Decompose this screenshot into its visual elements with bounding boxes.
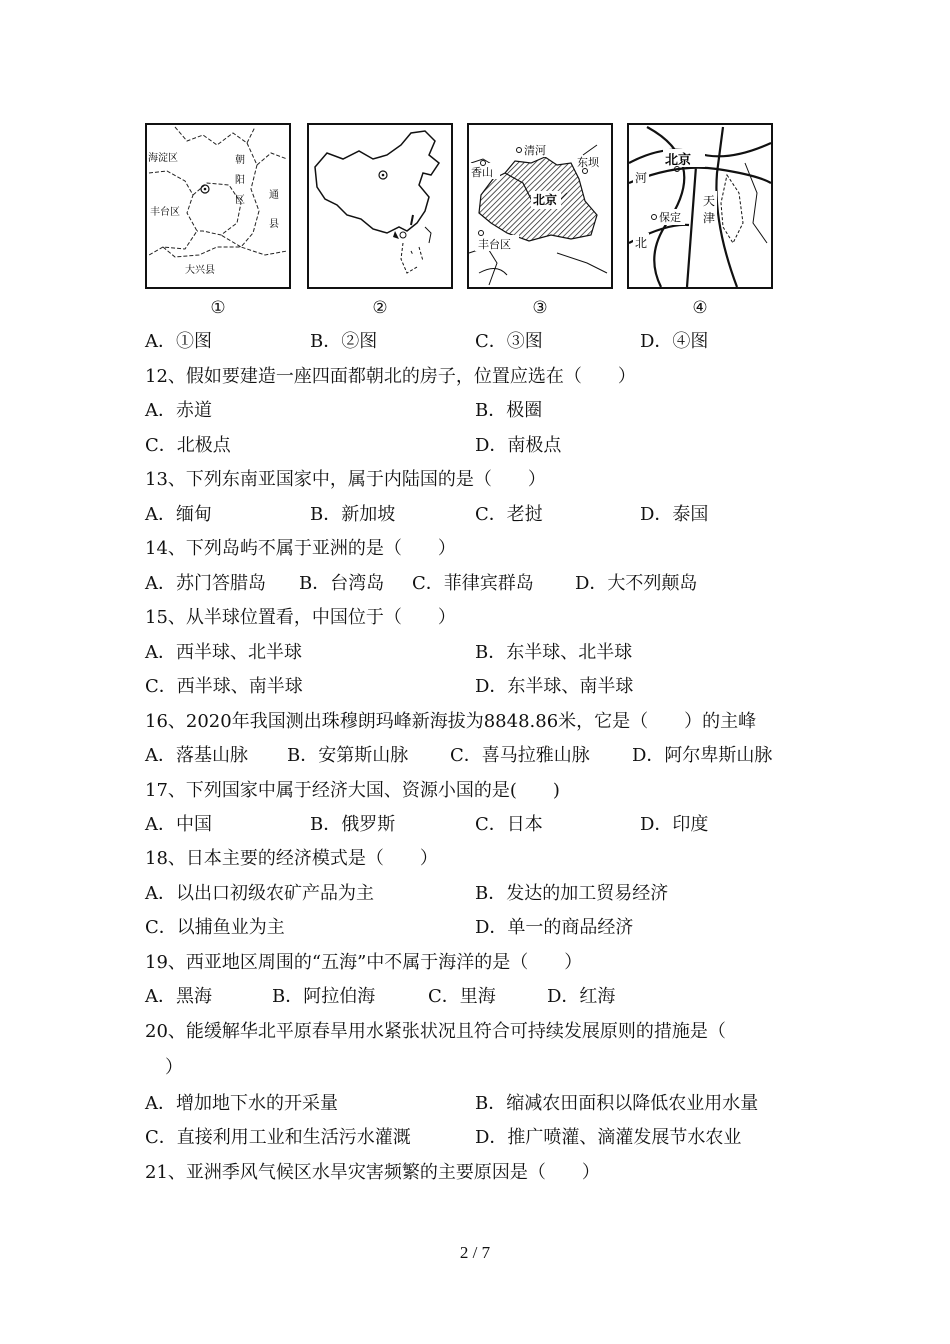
q13-option-c[interactable]: C．老挝 [475,504,543,525]
q17-option-b[interactable]: B．俄罗斯 [310,814,396,835]
map1-label-haidian: 海淀区 [148,153,178,164]
q11-option-c[interactable]: C．③图 [475,331,543,352]
q20-option-a[interactable]: A．增加地下水的开采量 [145,1093,338,1114]
q19-option-c[interactable]: C．里海 [428,986,496,1007]
q20-option-b[interactable]: B．缩减农田面积以降低农业用水量 [475,1093,759,1114]
q16-option-c[interactable]: C．喜马拉雅山脉 [450,745,590,766]
map1-label-yang: 阳 [235,175,245,186]
map-1-caption: ① [210,298,226,318]
q14-option-b[interactable]: B．台湾岛 [299,573,385,594]
q18-stem: 18、日本主要的经济模式是（ ） [145,848,438,869]
q12-option-b[interactable]: B．极圈 [475,400,543,421]
map3-label-fengtai: 丰台区 [478,238,511,251]
q16-option-d[interactable]: D．阿尔卑斯山脉 [632,745,773,766]
map3-label-xiangshan: 香山 [471,166,493,179]
map-3-urban [467,123,613,318]
q18-option-a[interactable]: A．以出口初级农矿产品为主 [145,883,374,904]
map-1-district [145,123,291,318]
map1-label-daxing: 大兴县 [185,265,215,276]
q20-option-d[interactable]: D．推广喷灌、滴灌发展节水农业 [475,1127,742,1148]
q15-option-a[interactable]: A．西半球、北半球 [145,642,302,663]
map3-label-dongba: 东坝 [577,156,599,169]
china-map-graphic [307,123,453,289]
map4-label-baoding: 保定 [659,211,681,224]
q16-stem: 16、2020年我国测出珠穆朗玛峰新海拔为8848.86米，它是（ ）的主峰 [145,711,757,732]
region-map-graphic [627,123,773,289]
q19-option-b[interactable]: B．阿拉伯海 [272,986,376,1007]
q12-option-d[interactable]: D．南极点 [475,435,562,456]
map1-label-xian: 县 [269,219,279,230]
q17-option-a[interactable]: A．中国 [145,814,212,835]
map1-label-tong: 通 [269,190,279,201]
map3-label-qinghe: 清河 [524,144,546,157]
q20-option-c[interactable]: C．直接利用工业和生活污水灌溉 [145,1127,411,1148]
q15-option-c[interactable]: C．西半球、南半球 [145,676,303,697]
q15-option-d[interactable]: D．东半球、南半球 [475,676,634,697]
q13-option-d[interactable]: D．泰国 [640,504,709,525]
q18-option-d[interactable]: D．单一的商品经济 [475,917,634,938]
map4-label-beijing: 北京 [665,153,692,168]
map-2-china [307,123,453,318]
q17-option-c[interactable]: C．日本 [475,814,543,835]
page-number: 2 / 7 [459,1243,491,1262]
urban-map-graphic [467,123,613,289]
district-map-graphic [145,123,291,289]
q15-option-b[interactable]: B．东半球、北半球 [475,642,633,663]
map-4-caption: ④ [692,298,708,318]
q20-stem-line-2: ） [165,1057,183,1078]
map3-label-beijing: 北京 [533,193,558,207]
q14-option-c[interactable]: C．菲律宾群岛 [412,573,534,594]
q16-option-a[interactable]: A．落基山脉 [145,745,248,766]
q13-option-a[interactable]: A．缅甸 [145,504,212,525]
q17-stem: 17、下列国家中属于经济大国、资源小国的是( ) [145,780,560,801]
q15-stem: 15、从半球位置看，中国位于（ ） [145,607,456,628]
q19-option-a[interactable]: A．黑海 [145,986,212,1007]
q11-option-d[interactable]: D．④图 [640,331,709,352]
q21-stem: 21、亚洲季风气候区水旱灾害频繁的主要原因是（ ） [145,1162,600,1183]
q12-option-a[interactable]: A．赤道 [145,400,212,421]
map1-label-chao: 朝 [235,155,245,166]
q20-stem-line-1: 20、能缓解华北平原春旱用水紧张状况且符合可持续发展原则的措施是（ [145,1021,726,1042]
q16-option-b[interactable]: B．安第斯山脉 [287,745,409,766]
q13-option-b[interactable]: B．新加坡 [310,504,396,525]
q19-option-d[interactable]: D．红海 [547,986,616,1007]
q14-option-d[interactable]: D．大不列颠岛 [575,573,698,594]
q17-option-d[interactable]: D．印度 [640,814,709,835]
map4-label-tian: 天 [703,194,716,208]
map1-label-fengtai: 丰台区 [150,207,180,218]
map-3-caption: ③ [532,298,548,318]
q12-stem: 12、假如要建造一座四面都朝北的房子，位置应选在（ ） [145,366,636,387]
map1-label-qu: 区 [235,195,245,206]
map-4-region [627,123,773,318]
map4-label-jin: 津 [703,211,716,225]
q19-stem: 19、西亚地区周围的“五海”中不属于海洋的是（ ） [145,952,583,973]
q12-option-c[interactable]: C．北极点 [145,435,231,456]
q18-option-b[interactable]: B．发达的加工贸易经济 [475,883,669,904]
q14-option-a[interactable]: A．苏门答腊岛 [145,573,266,594]
q14-stem: 14、下列岛屿不属于亚洲的是（ ） [145,538,456,559]
q11-option-a[interactable]: A．①图 [145,331,212,352]
map-2-caption: ② [372,298,388,318]
map4-label-he: 河 [635,171,648,185]
q13-stem: 13、下列东南亚国家中，属于内陆国的是（ ） [145,469,546,490]
q11-option-b[interactable]: B．②图 [310,331,378,352]
q18-option-c[interactable]: C．以捕鱼业为主 [145,917,285,938]
map4-label-bei: 北 [635,236,648,250]
map-figures [145,123,785,323]
